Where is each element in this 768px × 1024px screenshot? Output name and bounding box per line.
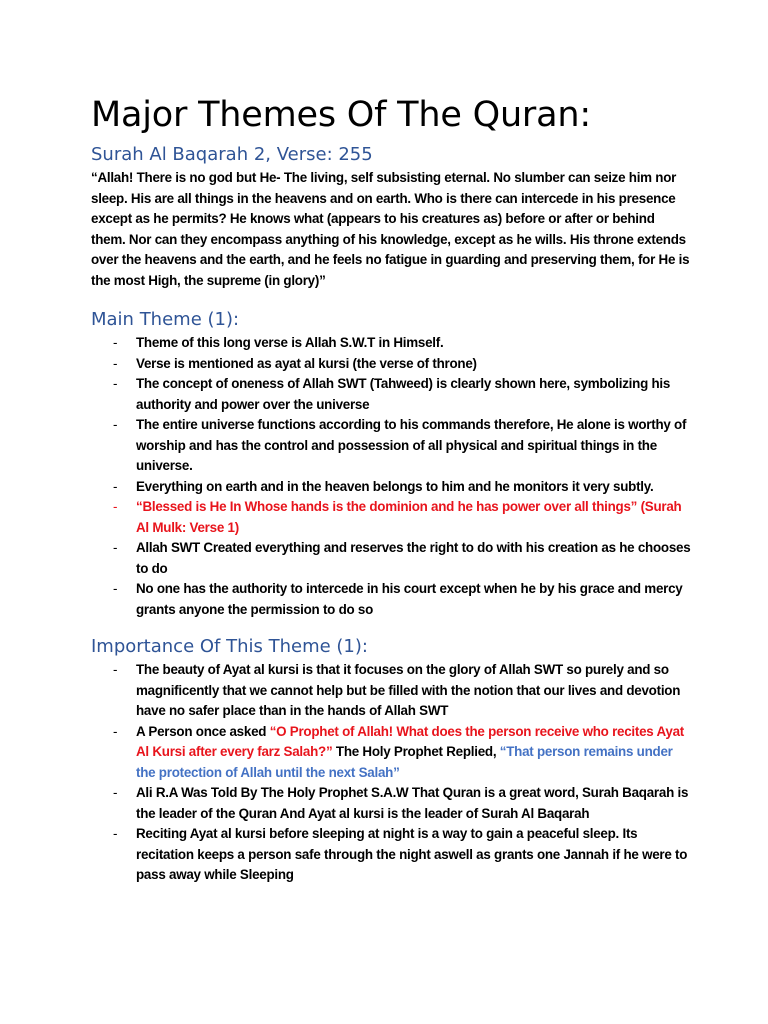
document-title: Major Themes Of The Quran: [91, 95, 591, 135]
bullet-dash: - [113, 723, 118, 739]
list-item-text: No one has the authority to intercede in his court except when he by his grace and mercy grants anyone the permission to do so [136, 581, 683, 617]
bullet-dash: - [113, 355, 118, 371]
list-item-text: Everything on earth and in the heaven belongs to him and he monitors it very subtly. [136, 478, 654, 494]
bullet-dash: - [113, 540, 118, 555]
list-item [91, 354, 691, 375]
bullet-dash: - [113, 499, 118, 514]
list-item-text: Ali R.A Was Told By The Holy Prophet S.A.W That Quran is a great word, Surah Baqarah is the leader of the Quran And Ayat al kursi is the leader of Surah Al Baqarah [136, 785, 689, 821]
bullet-dash: - [113, 376, 118, 391]
list-item [91, 824, 691, 886]
list-item-text: The concept of oneness of Allah SWT (Tahweed) is clearly shown here, symbolizing his authority and power over the universe [136, 376, 671, 412]
list-item-middle: The Holy Prophet Replied, [332, 744, 500, 759]
list-item-text: Theme of this long verse is Allah S.W.T in Himself. [136, 335, 444, 350]
bullet-dash: - [113, 826, 118, 841]
list-item-text: Allah SWT Created everything and reserves the right to do with his creation as he chooses to do [136, 540, 691, 576]
list-item [91, 538, 691, 579]
list-item [91, 783, 691, 824]
list-item [91, 660, 691, 722]
bullet-dash: - [113, 662, 118, 677]
bullet-dash: - [113, 417, 118, 432]
importance-heading: Importance Of This Theme (1): [91, 636, 368, 657]
list-item [91, 333, 691, 354]
list-item-text: “Blessed is He In Whose hands is the dominion and he has power over all things” (Surah Al Mulk: Verse 1) [136, 499, 682, 535]
list-item-text: Reciting Ayat al kursi before sleeping at night is a way to gain a peaceful sleep. Its recitation keeps a person safe through the night aswell as grants one Jannah if he were to pass away while Sleeping [136, 826, 688, 882]
answer-quote: “That person remains under the protection of Allah until the next Salah” [136, 744, 673, 780]
list-item [91, 722, 691, 784]
question-quote: “O Prophet of Allah! What does the person receive who recites Ayat Al Kursi after every farz Salah?” [136, 723, 685, 759]
list-item [91, 415, 691, 477]
bullet-dash: - [113, 335, 118, 350]
list-item-text: Verse is mentioned as ayat al kursi (the verse of throne) [136, 355, 477, 371]
list-item [91, 579, 691, 620]
document-page [91, 92, 691, 886]
main-theme-heading: Main Theme (1): [91, 309, 240, 330]
main-theme-list [91, 333, 691, 620]
list-item-quote [91, 497, 691, 538]
list-item [91, 374, 691, 415]
verse-text: “Allah! There is no god but He- The living, self subsisting eternal. No slumber can seize him nor sleep. His are all things in the heavens and on earth. Who is there can intercede in his presence except as he permits? He knows what (appears to his creatures as) before or after or behind them. Nor can they encompass anything of his knowledge, except as he wills. His throne extends over the heavens and the earth, and he feels no fatigue in guarding and preserving them, for He is the most High, the supreme (in glory)” [91, 170, 690, 288]
verse-heading: Surah Al Baqarah 2, Verse: 255 [91, 144, 373, 165]
list-item-text: The entire universe functions according to his commands therefore, He alone is worthy of worship and has the control and possession of all physical and spiritual things in the universe. [136, 417, 687, 473]
list-item-lead: A Person once asked [136, 723, 270, 739]
bullet-dash: - [113, 478, 118, 494]
bullet-dash: - [113, 785, 118, 800]
list-item-text: The beauty of Ayat al kursi is that it focuses on the glory of Allah SWT so purely and so magnificently that we cannot help but be filled with the notion that our lives and devotion have no safer place than in the hands of Allah SWT [136, 662, 681, 718]
importance-list [91, 660, 691, 886]
list-item [91, 477, 691, 498]
bullet-dash: - [113, 581, 118, 596]
